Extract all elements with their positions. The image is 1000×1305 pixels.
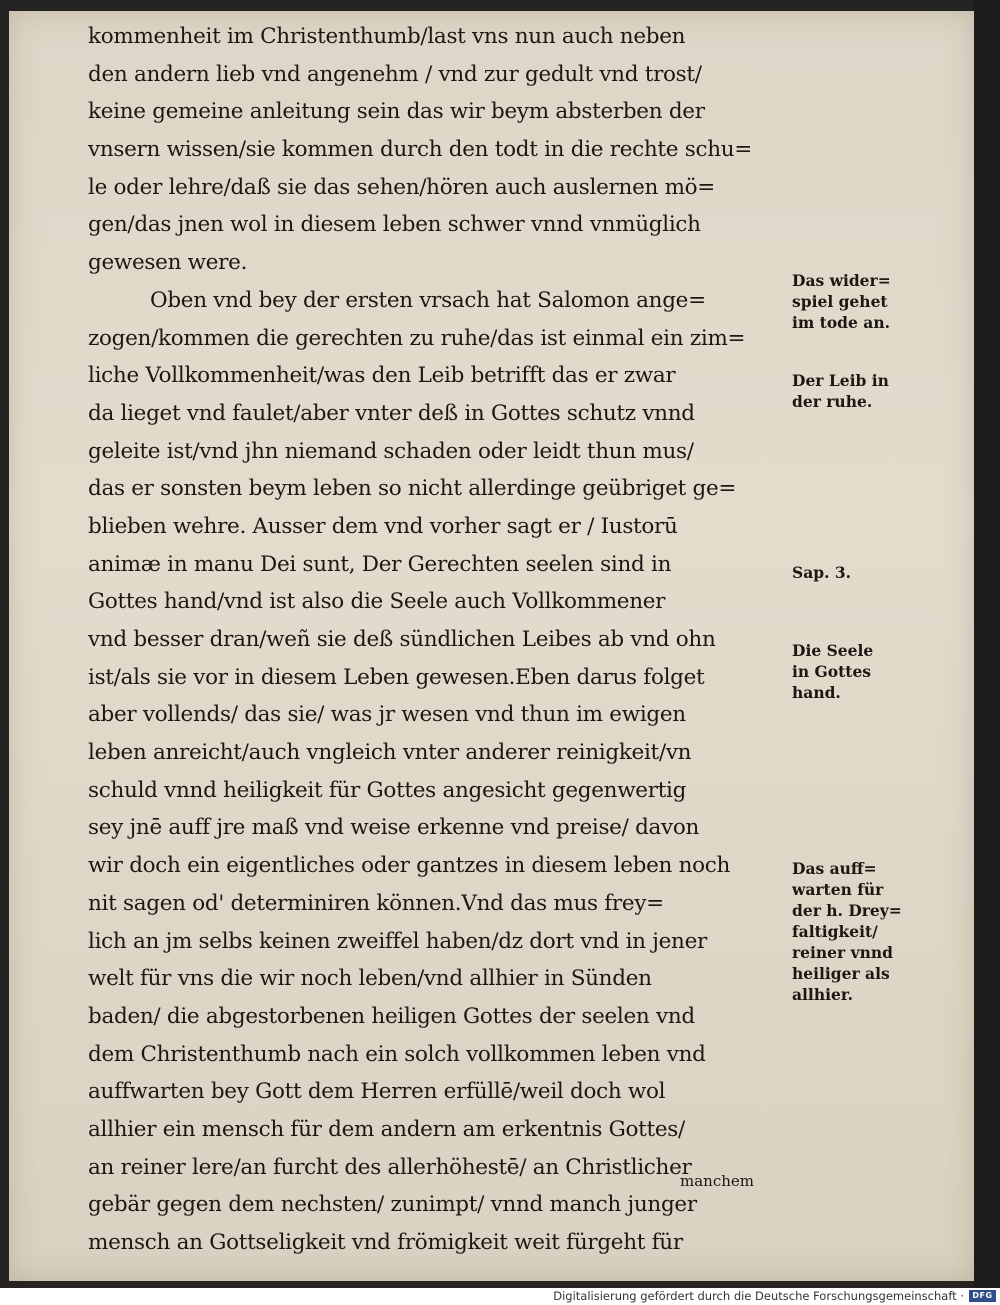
- catchword: manchem: [680, 1172, 754, 1190]
- text-line: baden/ die abgestorbenen heiligen Gottes der seelen vnd: [88, 1003, 695, 1029]
- margin-note-line: Das auff=: [792, 859, 877, 878]
- funding-credit: Digitalisierung gefördert durch die Deutsche Forschungsgemeinschaft ·: [553, 1289, 964, 1303]
- dfg-logo-icon: DFG: [969, 1290, 996, 1302]
- margin-note-line: der h. Drey=: [792, 901, 902, 920]
- text-line: ist/als sie vor in diesem Leben gewesen.Eben darus folget: [88, 664, 705, 690]
- margin-note-line: Der Leib in: [792, 371, 889, 390]
- text-line: den andern lieb vnd angenehm / vnd zur gedult vnd trost/: [88, 61, 702, 87]
- text-line: allhier ein mensch für dem andern am erkentnis Gottes/: [88, 1116, 685, 1142]
- margin-note-line: heiliger als: [792, 964, 890, 983]
- text-line: an reiner lere/an furcht des allerhöhestē/ an Christlicher: [88, 1154, 692, 1180]
- margin-note-line: der ruhe.: [792, 392, 873, 411]
- text-line: lich an jm selbs keinen zweiffel haben/dz dort vnd in jener: [88, 928, 707, 954]
- text-line: gebär gegen dem nechsten/ zunimpt/ vnnd manch junger: [88, 1192, 697, 1218]
- text-line: Gottes hand/vnd ist also die Seele auch Vollkommener: [88, 589, 666, 615]
- margin-note-line: allhier.: [792, 985, 853, 1004]
- text-line: zogen/kommen die gerechten zu ruhe/das ist einmal ein zim=: [88, 325, 746, 351]
- text-line: wir doch ein eigentliches oder gantzes in diesem leben noch: [88, 853, 731, 879]
- text-line: dem Christenthumb nach ein solch vollkommen leben vnd: [88, 1041, 706, 1067]
- text-line: le oder lehre/daß sie das sehen/hören auch auslernen mö=: [88, 174, 716, 200]
- margin-note-widerspiel: [792, 270, 891, 333]
- text-line: aber vollends/ das sie/ was jr wesen vnd thun im ewigen: [88, 702, 686, 728]
- text-line: vnsern wissen/sie kommen durch den todt in die rechte schu=: [88, 137, 753, 163]
- text-line: das er sonsten beym leben so nicht allerdinge geübriget ge=: [88, 476, 737, 502]
- margin-note-seele: [792, 640, 873, 703]
- main-text-block: [88, 18, 788, 1262]
- margin-note-line: spiel gehet: [792, 292, 888, 311]
- text-line: Oben vnd bey der ersten vrsach hat Salomon ange=: [150, 287, 706, 313]
- footer-bar: [0, 1288, 1000, 1305]
- text-line: liche Vollkommenheit/was den Leib betrifft das er zwar: [88, 363, 676, 389]
- margin-note-leib: [792, 370, 889, 412]
- margin-note-line: Sap. 3.: [792, 563, 852, 582]
- text-line: welt für vns die wir noch leben/vnd allhier in Sünden: [88, 966, 652, 992]
- text-line: gewesen were.: [88, 250, 248, 276]
- text-line: gen/das jnen wol in diesem leben schwer vnnd vnmüglich: [88, 212, 701, 238]
- margin-note-line: Das wider=: [792, 271, 891, 290]
- text-line: animæ in manu Dei sunt, Der Gerechten seelen sind in: [88, 551, 672, 577]
- text-line: da lieget vnd faulet/aber vnter deß in Gottes schutz vnnd: [88, 400, 695, 426]
- text-line: nit sagen od' determiniren können.Vnd das mus frey=: [88, 890, 664, 916]
- text-line: leben anreicht/auch vngleich vnter anderer reinigkeit/vn: [88, 740, 692, 766]
- margin-note-line: in Gottes: [792, 662, 872, 681]
- scan-dark-edge: [974, 0, 1000, 1288]
- margin-note-line: im tode an.: [792, 313, 890, 332]
- text-line: vnd besser dran/weñ sie deß sündlichen Leibes ab vnd ohn: [88, 627, 716, 652]
- margin-note-auffwarten: [792, 858, 902, 1005]
- text-line: geleite ist/vnd jhn niemand schaden oder leidt thun mus/: [88, 438, 694, 464]
- text-line: schuld vnnd heiligkeit für Gottes angesicht gegenwertig: [88, 777, 687, 803]
- text-line: keine gemeine anleitung sein das wir beym absterben der: [88, 99, 705, 125]
- margin-note-line: reiner vnnd: [792, 943, 893, 962]
- text-line: blieben wehre. Ausser dem vnd vorher sagt er / Iustorū: [88, 513, 678, 539]
- text-line: mensch an Gottseligkeit vnd frömigkeit weit fürgeht für: [88, 1230, 683, 1255]
- margin-note-line: hand.: [792, 683, 841, 702]
- margin-note-sap: [792, 562, 851, 583]
- margin-note-line: faltigkeit/: [792, 922, 878, 941]
- margin-note-line: warten für: [792, 880, 884, 899]
- margin-note-line: Die Seele: [792, 641, 874, 660]
- text-line: kommenheit im Christenthumb/last vns nun auch neben: [88, 24, 686, 49]
- text-line: sey jnē auff jre maß vnd weise erkenne vnd preise/ davon: [88, 815, 700, 841]
- text-line: auffwarten bey Gott dem Herren erfüllē/weil doch wol: [88, 1079, 666, 1105]
